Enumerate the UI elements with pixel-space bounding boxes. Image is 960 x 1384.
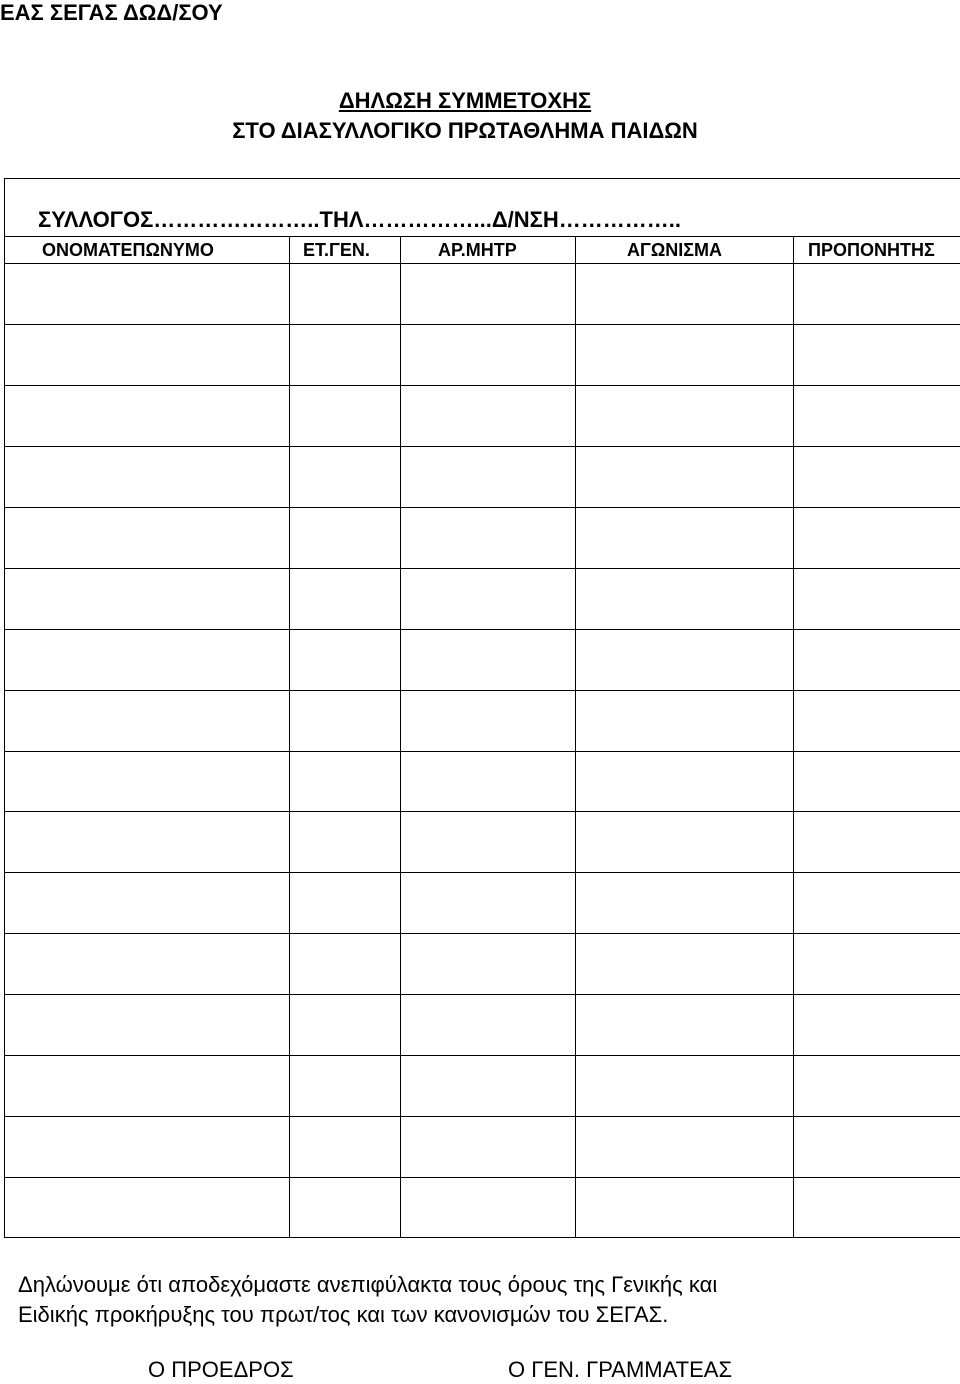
declaration-line-1: Δηλώνουμε ότι αποδεχόμαστε ανεπιφύλακτα τους όρους της Γενικής και: [18, 1272, 718, 1297]
signature-secretary: Ο ΓΕΝ. ΓΡΑΜΜΑΤΕΑΣ: [508, 1357, 733, 1382]
table-row-rule: [4, 811, 960, 812]
table-column-rule: [793, 263, 794, 1238]
table-row-rule: [4, 507, 960, 508]
table-header-column-rule: [575, 236, 576, 263]
table-row-rule: [4, 690, 960, 691]
form-subtitle: ΣΤΟ ΔΙΑΣΥΛΛΟΓΙΚΟ ΠΡΩΤΑΘΛΗΜΑ ΠΑΙΔΩΝ: [232, 118, 698, 143]
form-title: ΔΗΛΩΣΗ ΣΥΜΜΕΤΟΧΗΣ: [338, 88, 592, 113]
table-row-rule: [4, 994, 960, 995]
table-column-rule: [289, 263, 290, 1238]
table-row-rule: [4, 1116, 960, 1117]
table-row-rule: [4, 385, 960, 386]
table-column-rule: [400, 263, 401, 1238]
column-header-registration-number: ΑΡ.ΜΗΤΡ: [438, 240, 517, 260]
table-header-rule: [4, 236, 960, 237]
table-row-rule: [4, 1177, 960, 1178]
column-header-birth-year: ΕΤ.ΓΕΝ.: [303, 240, 370, 260]
table-row-rule: [4, 1055, 960, 1056]
table-row-rule: [4, 324, 960, 325]
table-row-rule: [4, 751, 960, 752]
column-header-fullname: ΟΝΟΜΑΤΕΠΩΝΥΜΟ: [42, 240, 214, 260]
column-header-event: ΑΓΩΝΙΣΜΑ: [627, 240, 723, 260]
participants-table: [4, 236, 960, 1238]
table-column-rule: [575, 263, 576, 1238]
table-row-rule: [4, 933, 960, 934]
organization-name: ΕΑΣ ΣΕΓΑΣ ΔΩΔ/ΣΟΥ: [0, 0, 223, 25]
column-header-coach: ΠΡΟΠΟΝΗΤΗΣ: [808, 240, 935, 260]
declaration-text: [18, 1270, 948, 1330]
club-info-line: ΣΥΛΛΟΓΟΣ…………………..ΤΗΛ……………...Δ/ΝΣΗ……………..: [38, 207, 681, 232]
table-header-column-rule: [793, 236, 794, 263]
table-row-rule: [4, 446, 960, 447]
declaration-line-2: Ειδικής προκήρυξης του πρωτ/τος και των κανονισμών του ΣΕΓΑΣ.: [18, 1302, 669, 1327]
table-header-column-rule: [289, 236, 290, 263]
signature-president: Ο ΠΡΟΕΔΡΟΣ: [148, 1357, 294, 1382]
table-row-rule: [4, 872, 960, 873]
table-row-rule: [4, 568, 960, 569]
table-row-rule: [4, 629, 960, 630]
table-header-column-rule: [400, 236, 401, 263]
table-header-rule: [4, 263, 960, 264]
